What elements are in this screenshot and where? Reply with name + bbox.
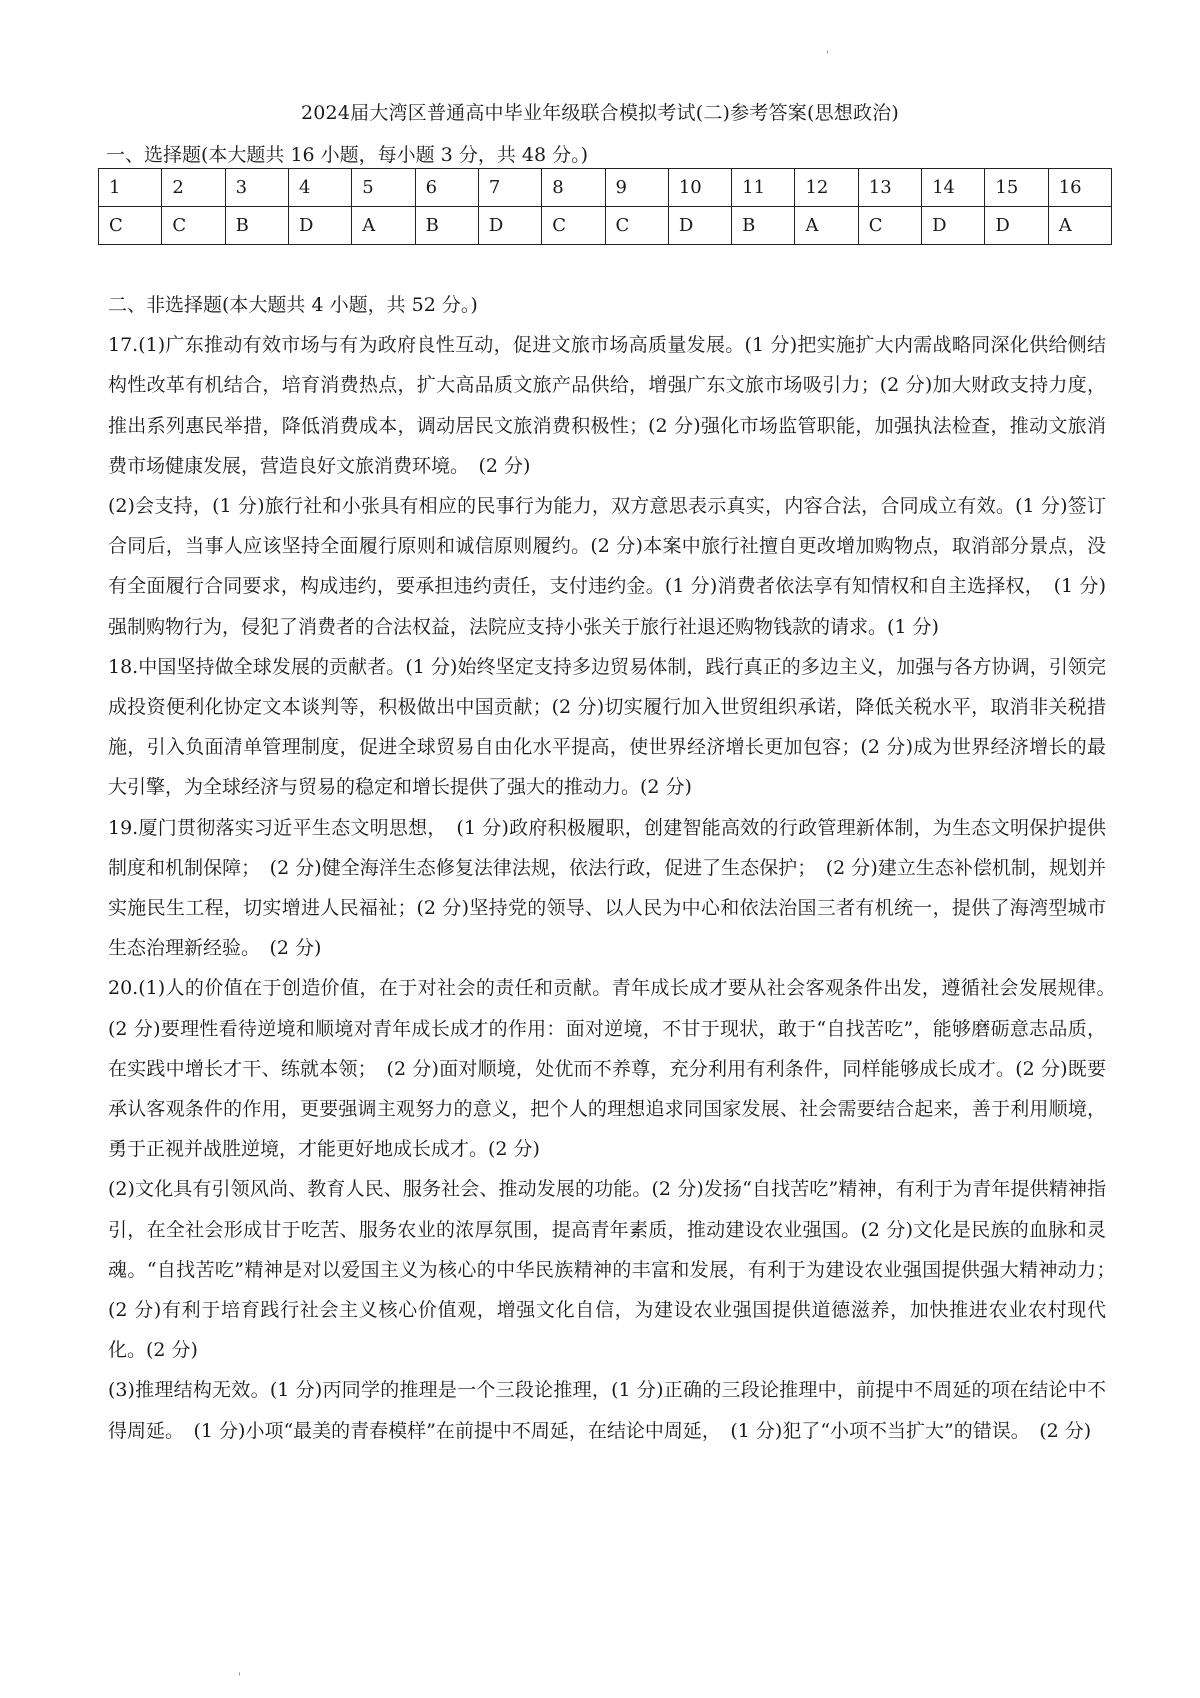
question-number-cell: 12 xyxy=(795,169,858,207)
answer-cell: D xyxy=(922,207,985,245)
answer-cell: B xyxy=(415,207,478,245)
question-number-cell: 5 xyxy=(352,169,415,207)
question-number-cell: 13 xyxy=(858,169,921,207)
scan-speck-bottom: ' xyxy=(238,1672,241,1683)
answer-cell: C xyxy=(99,207,162,245)
answer-17-2: (2)会支持，(1 分)旅行社和小张具有相应的民事行为能力，双方意思表示真实，内容合法，合同成立有效。(1 分)签订合同后，当事人应该坚持全面履行原则和诚信原则履约。(2 分)本案中旅行社擅自更改增加购物点，取消部分景点，没有全面履行合同要求，构成违约，要承担违约责任，支付违约金。(1 分)消费者依法享有知情权和自主选择权， (1 分)强制购物行为，侵犯了消费者的合法权益，法院应支持小张关于旅行社退还购物钱款的请求。(1 分) xyxy=(108,495,1106,638)
answer-cell: A xyxy=(1048,207,1111,245)
question-number-row xyxy=(99,169,1112,207)
question-number-cell: 8 xyxy=(542,169,605,207)
scan-speck-top: ' xyxy=(826,50,829,61)
question-number-cell: 6 xyxy=(415,169,478,207)
question-number-cell: 9 xyxy=(605,169,668,207)
answer-cell: B xyxy=(225,207,288,245)
answer-cell: A xyxy=(352,207,415,245)
answer-20-1: 20.(1)人的价值在于创造价值，在于对社会的责任和贡献。青年成长成才要从社会客观条件出发，遵循社会发展规律。 (2 分)要理性看待逆境和顺境对青年成长成才的作用：面对逆境，不甘于现状，敢于“自找苦吃”，能够磨砺意志品质，在实践中增长才干、练就本领； (2 分)面对顺境，处优而不养尊，充分利用有利条件，同样能够成长成才。(2 分)既要承认客观条件的作用，更要强调主观努力的意义，把个人的理想追求同国家发展、社会需要结合起来，善于利用顺境，勇于正视并战胜逆境，才能更好地成长成才。(2 分) xyxy=(108,977,1126,1161)
answer-20-3: (3)推理结构无效。(1 分)丙同学的推理是一个三段论推理，(1 分)正确的三段论推理中，前提中不周延的项在结论中不得周延。 (1 分)小项“最美的青春模样”在前提中不周延，在结论中周延， (1 分)犯了“小项不当扩大”的错误。 (2 分) xyxy=(108,1379,1106,1442)
question-number-cell: 2 xyxy=(162,169,225,207)
answer-cell: C xyxy=(162,207,225,245)
answer-cell: C xyxy=(542,207,605,245)
question-number-cell: 15 xyxy=(985,169,1048,207)
answer-cell: B xyxy=(732,207,795,245)
answer-cell: C xyxy=(605,207,668,245)
answer-cell: A xyxy=(795,207,858,245)
answer-19: 19.厦门贯彻落实习近平生态文明思想， (1 分)政府积极履职，创建智能高效的行政管理新体制，为生态文明保护提供制度和机制保障； (2 分)健全海洋生态修复法律法规，依法行政，促进了生态保护； (2 分)建立生态补偿机制，规划并实施民生工程，切实增进人民福祉；(2 分)坚持党的领导、以人民为中心和依法治国三者有机统一，提供了海湾型城市生态治理新经验。 (2 分) xyxy=(108,816,1106,960)
question-number-cell: 14 xyxy=(922,169,985,207)
question-number-cell: 10 xyxy=(668,169,731,207)
answer-row xyxy=(99,207,1112,245)
question-number-cell: 11 xyxy=(732,169,795,207)
answer-17-1: 17.(1)广东推动有效市场与有为政府良性互动，促进文旅市场高质量发展。(1 分)把实施扩大内需战略同深化供给侧结构性改革有机结合，培育消费热点，扩大高品质文旅产品供给，增强广东文旅市场吸引力；(2 分)加大财政支持力度，推出系列惠民举措，降低消费成本，调动居民文旅消费积极性；(2 分)强化市场监管职能，加强执法检查，推动文旅消费市场健康发展，营造良好文旅消费环境。 (2 分) xyxy=(108,334,1106,477)
answer-cell: D xyxy=(985,207,1048,245)
answer-18: 18.中国坚持做全球发展的贡献者。(1 分)始终坚定支持多边贸易体制，践行真正的多边主义，加强与各方协调，引领完成投资便利化协定文本谈判等，积极做出中国贡献；(2 分)切实履行加入世贸组织承诺，降低关税水平，取消非关税措施，引入负面清单管理制度，促进全球贸易自由化水平提高，使世界经济增长更加包容；(2 分)成为世界经济增长的最大引擎，为全球经济与贸易的稳定和增长提供了强大的推动力。(2 分) xyxy=(108,655,1106,799)
question-number-cell: 4 xyxy=(288,169,351,207)
question-number-cell: 3 xyxy=(225,169,288,207)
answer-cell: D xyxy=(478,207,541,245)
answer-cell: D xyxy=(668,207,731,245)
section2-heading: 二、非选择题(本大题共 4 小题，共 52 分。) xyxy=(108,294,478,316)
answer-cell: C xyxy=(858,207,921,245)
answer-cell: D xyxy=(288,207,351,245)
question-number-cell: 16 xyxy=(1048,169,1111,207)
answer-body xyxy=(108,285,1126,1451)
question-number-cell: 1 xyxy=(99,169,162,207)
answer-20-2: (2)文化具有引领风尚、教育人民、服务社会、推动发展的功能。(2 分)发扬“自找苦吃”精神，有利于为青年提供精神指引，在全社会形成甘于吃苦、服务农业的浓厚氛围，提高青年素质，推动建设农业强国。(2 分)文化是民族的血脉和灵魂。“自找苦吃”精神是对以爱国主义为核心的中华民族精神的丰富和发展，有利于为建设农业强国提供强大精神动力； (2 分)有利于培育践行社会主义核心价值观，增强文化自信，为建设农业强国提供道德滋养，加快推进农业农村现代化。(2 分) xyxy=(108,1178,1126,1362)
section1-heading: 一、选择题(本大题共 16 小题，每小题 3 分，共 48 分。) xyxy=(106,144,589,166)
document-title: 2024届大湾区普通高中毕业年级联合模拟考试(二)参考答案(思想政治) xyxy=(300,102,899,124)
question-number-cell: 7 xyxy=(478,169,541,207)
answer-table xyxy=(98,168,1112,245)
